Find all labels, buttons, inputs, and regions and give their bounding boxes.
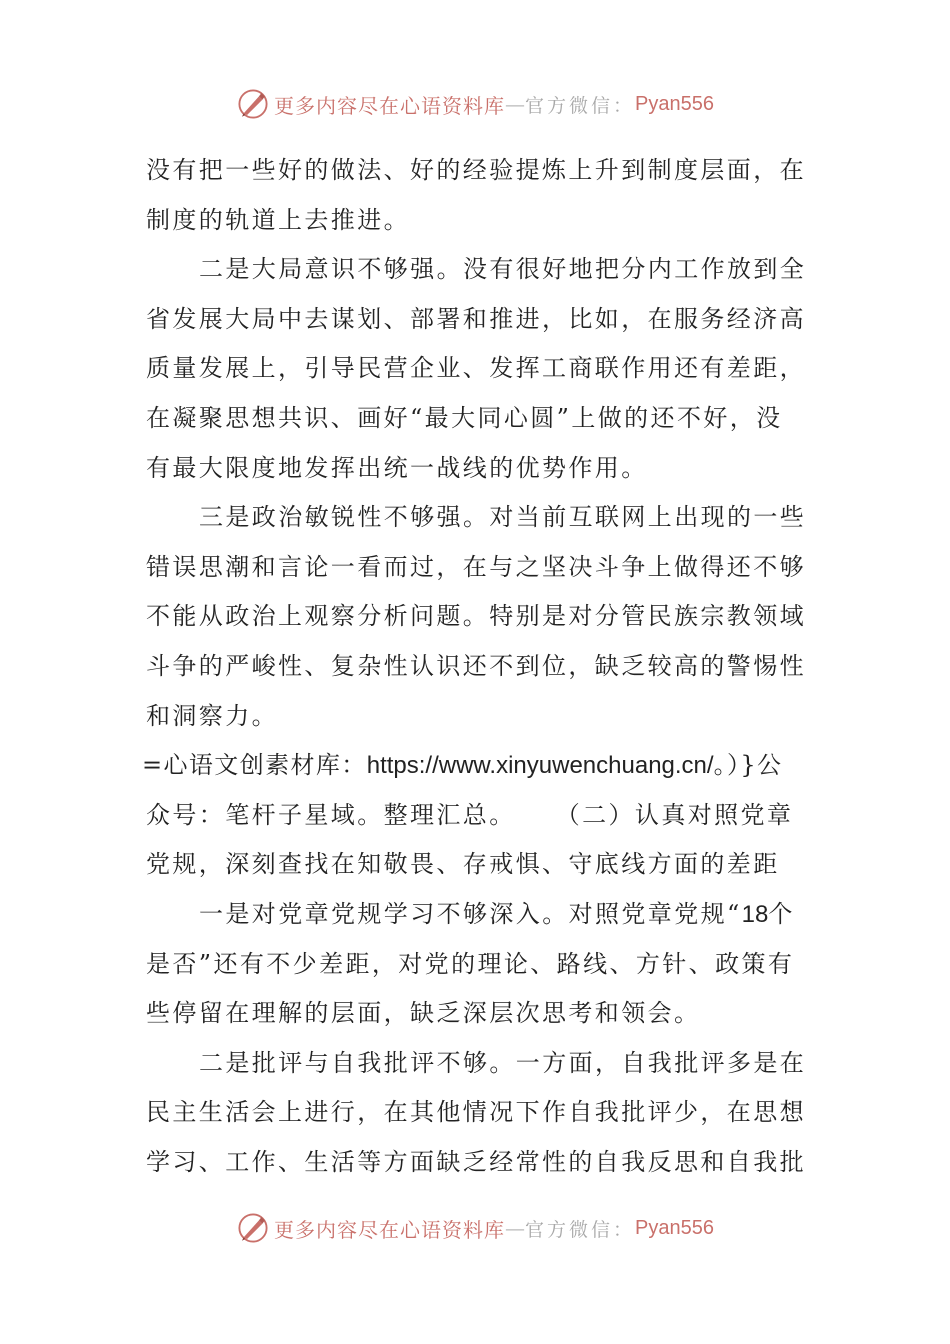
text-line: 不能从政治上观察分析问题。特别是对分管民族宗教领域 bbox=[146, 602, 806, 631]
source-suffix: 。）}公 bbox=[713, 751, 783, 780]
watermark-separator: — bbox=[505, 1216, 525, 1240]
watermark-wechat-id: Pyan556 bbox=[635, 1216, 714, 1239]
text-line bbox=[146, 890, 806, 940]
pen-logo-icon bbox=[236, 1211, 270, 1245]
watermark-header bbox=[0, 84, 950, 124]
text-line: 二是大局意识不够强。没有很好地把分内工作放到全 bbox=[199, 255, 806, 284]
text-line: 学习、工作、生活等方面缺乏经常性的自我反思和自我批 bbox=[146, 1147, 806, 1176]
watermark-label: 官方微信： bbox=[525, 1218, 636, 1241]
watermark-brand: 更多内容尽在心语资料库 bbox=[274, 1217, 505, 1242]
text-number: 18 bbox=[741, 900, 769, 928]
watermark-label: 官方微信： bbox=[525, 94, 636, 117]
text-line: 是否”还有不少差距，对党的理论、路线、方针、政策有 bbox=[146, 949, 795, 978]
text-line: 有最大限度地发挥出统一战线的优势作用。 bbox=[146, 453, 648, 482]
source-prefix: =心语文创素材库： bbox=[142, 751, 367, 780]
text-line: 斗争的严峻性、复杂性认识还不到位，缺乏较高的警惕性 bbox=[146, 651, 806, 680]
text-line: 党规，深刻查找在知敬畏、存戒惧、守底线方面的差距 bbox=[146, 850, 780, 879]
text-line: 省发展大局中去谋划、部署和推进，比如，在服务经济高 bbox=[146, 304, 806, 333]
text-line: 制度的轨道上去推进。 bbox=[146, 205, 410, 234]
text-line: 和洞察力。 bbox=[146, 701, 278, 730]
text-line: 众号：笔杆子星域。整理汇总。 （二）认真对照党章 bbox=[146, 800, 794, 829]
text-span: 个 bbox=[768, 899, 795, 928]
watermark-footer bbox=[0, 1208, 950, 1248]
watermark-wechat-id: Pyan556 bbox=[635, 92, 714, 115]
watermark-separator: — bbox=[505, 92, 525, 116]
source-url: https://www.xinyuwenchuang.cn/ bbox=[366, 752, 714, 780]
text-line: 些停留在理解的层面，缺乏深层次思考和领会。 bbox=[146, 999, 701, 1028]
text-line: 二是批评与自我批评不够。一方面，自我批评多是在 bbox=[199, 1048, 806, 1077]
text-line: 三是政治敏锐性不够强。对当前互联网上出现的一些 bbox=[199, 503, 806, 532]
text-line: 民主生活会上进行，在其他情况下作自我批评少，在思想 bbox=[146, 1098, 806, 1127]
pen-logo-icon bbox=[236, 87, 270, 121]
document-body bbox=[142, 146, 806, 1187]
source-line bbox=[142, 741, 806, 791]
text-line: 在凝聚思想共识、画好“最大同心圆”上做的还不好，没 bbox=[146, 403, 783, 432]
text-line: 错误思潮和言论一看而过，在与之坚决斗争上做得还不够 bbox=[146, 552, 806, 581]
text-line: 质量发展上，引导民营企业、发挥工商联作用还有差距， bbox=[146, 354, 806, 383]
text-span: 一是对党章党规学习不够深入。对照党章党规“ bbox=[199, 899, 742, 928]
text-line: 没有把一些好的做法、好的经验提炼上升到制度层面，在 bbox=[146, 156, 806, 184]
watermark-brand: 更多内容尽在心语资料库 bbox=[274, 93, 505, 118]
